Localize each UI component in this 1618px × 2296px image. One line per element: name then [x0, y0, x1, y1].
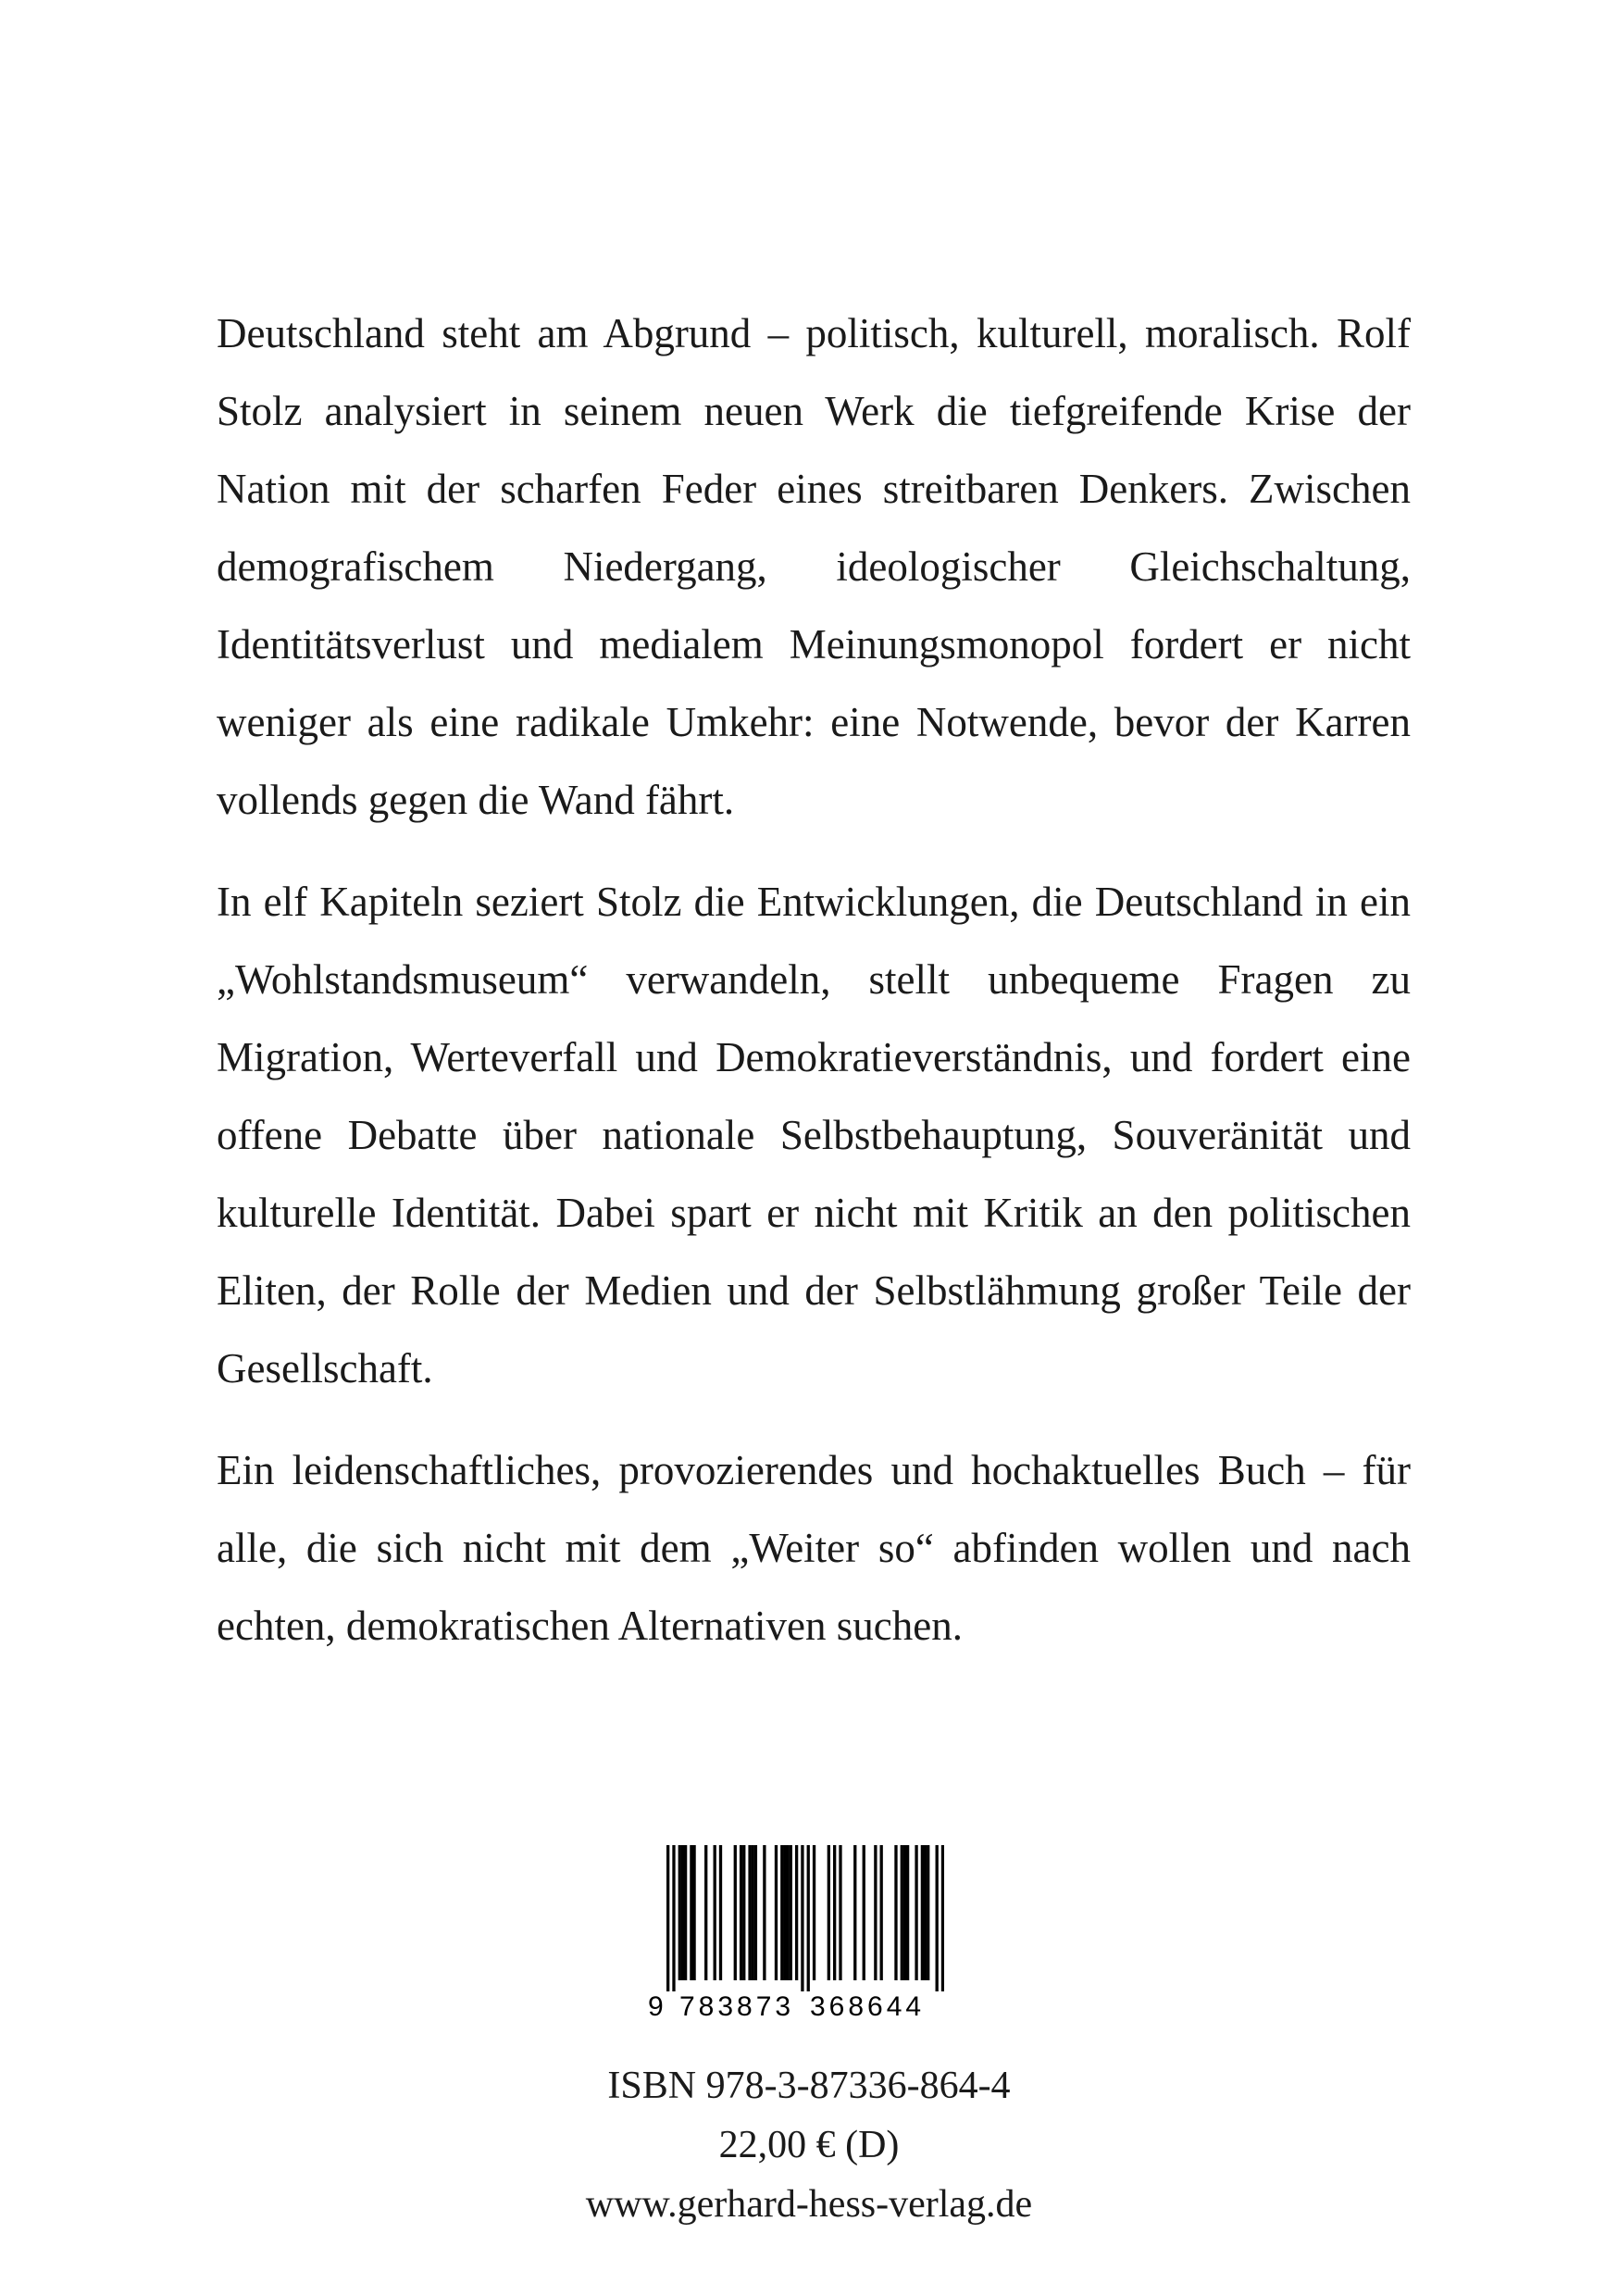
barcode-bar: [719, 1845, 722, 1980]
barcode-left-group: 783873: [679, 1991, 795, 2022]
blurb-paragraph-3: Ein leidenschaftliches, provozierendes und hochaktuelles Buch – für alle, die sich nicht mit dem „Weiter so“ abfinden wollen und nach echten, demokratischen Alternativen suchen.: [217, 1447, 1411, 1649]
isbn-barcode: [648, 1845, 963, 2030]
barcode-bar: [906, 1845, 909, 1980]
barcode-bar: [894, 1845, 897, 1980]
barcode-bar: [692, 1845, 695, 1980]
barcode-bar: [853, 1845, 856, 1980]
barcode-bar: [775, 1845, 778, 1980]
barcode-bar: [748, 1845, 751, 1980]
barcode-bar: [880, 1845, 883, 1980]
barcode-bar: [790, 1845, 792, 1980]
barcode-bar: [903, 1845, 906, 1980]
barcode-bar: [734, 1845, 737, 1980]
barcode-digits: [648, 1991, 963, 2028]
barcode-bar: [681, 1845, 684, 1980]
barcode-guard-bar: [801, 1845, 803, 1991]
barcode-bar: [924, 1845, 927, 1980]
barcode-bar: [874, 1845, 877, 1980]
blurb-paragraph-1: Deutschland steht am Abgrund – politisch, kulturell, moralisch. Rolf Stolz analysiert in seinem neuen Werk die tiefgreifende Krise der Nation mit der scharfen Feder eines streitbaren Denkers. Zwischen demografischem Niedergang, ideologischer Gleichschaltung, Identitätsverlust und medialem Meinungsmonopol fordert er nicht weniger als eine radikale Umkehr: eine Notwende, bevor der Karren vollends gegen die Wand fährt.: [217, 310, 1411, 823]
barcode-bar: [714, 1845, 716, 1980]
barcode-bar: [780, 1845, 783, 1980]
blurb-text: [217, 294, 1411, 1689]
barcode-bar: [704, 1845, 707, 1980]
barcode-guard-bar: [666, 1845, 669, 1991]
barcode-bars: [666, 1845, 944, 1991]
barcode-right-group: 368644: [810, 1991, 926, 2022]
barcode-bar: [690, 1845, 692, 1980]
barcode-guard-bar: [941, 1845, 944, 1991]
barcode-bar: [795, 1845, 798, 1980]
barcode-bar: [901, 1845, 903, 1980]
barcode-bar: [752, 1845, 754, 1980]
barcode-bar: [833, 1845, 836, 1980]
blurb-paragraph-2: In elf Kapiteln seziert Stolz die Entwicklungen, die Deutschland in ein „Wohlstandsmuseum“ verwandeln, stellt unbequeme Fragen zu Migration, Werteverfall und Demokratieverständnis, und fordert eine offene Debatte über nationale Selbstbehauptung, Souveränität und kulturelle Identität. Dabei spart er nicht mit Kritik an den politischen Eliten, der Rolle der Medien und der Selbstlähmung großer Teile der Gesellschaft.: [217, 879, 1411, 1391]
publisher-website: www.gerhard-hess-verlag.de: [585, 2183, 1033, 2226]
barcode-bar: [813, 1845, 815, 1980]
isbn-number: ISBN 978-3-87336-864-4: [607, 2065, 1011, 2107]
barcode-guard-bar: [807, 1845, 810, 1991]
barcode-guard-bar: [936, 1845, 939, 1991]
barcode-bar: [783, 1845, 786, 1980]
barcode-bar: [927, 1845, 929, 1980]
barcode-bar: [754, 1845, 757, 1980]
barcode-bar: [740, 1845, 742, 1980]
barcode-bar: [839, 1845, 841, 1980]
barcode-guard-bar: [672, 1845, 675, 1991]
barcode-bar: [742, 1845, 745, 1980]
barcode-first-digit: 9: [648, 1991, 664, 2022]
barcode-bar: [763, 1845, 765, 1980]
price: 22,00 € (D): [718, 2124, 900, 2166]
barcode-bar: [678, 1845, 681, 1980]
barcode-bar: [684, 1845, 687, 1980]
barcode-graphic: [666, 1845, 944, 1991]
barcode-bar: [786, 1845, 789, 1980]
barcode-bar: [921, 1845, 924, 1980]
barcode-bar: [915, 1845, 917, 1980]
barcode-bar: [863, 1845, 865, 1980]
barcode-bar: [828, 1845, 830, 1980]
